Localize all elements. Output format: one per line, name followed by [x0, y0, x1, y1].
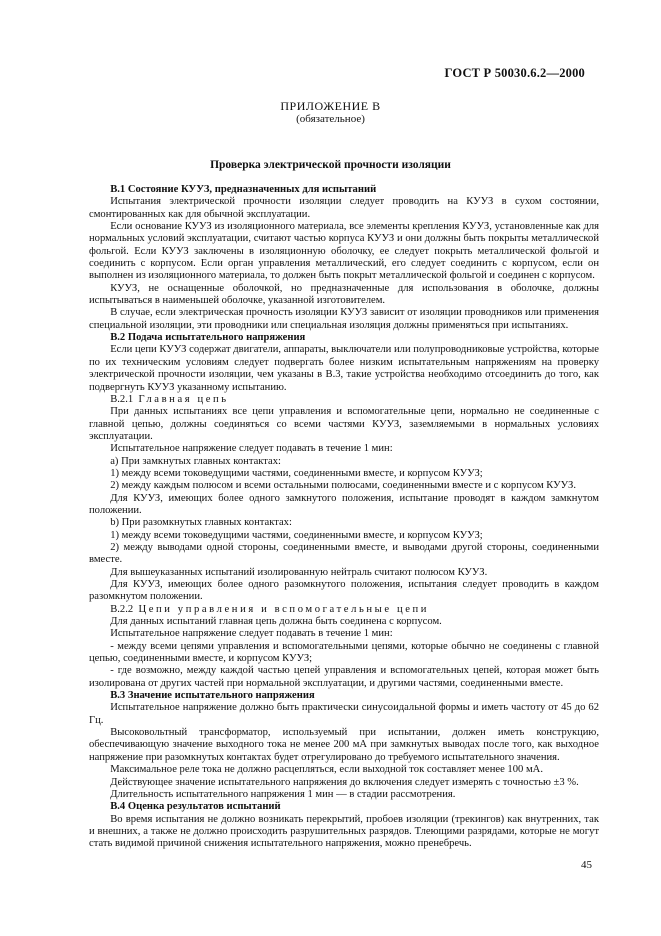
paragraph: Для данных испытаний главная цепь должна быть соединена с корпусом. [110, 616, 442, 628]
paragraph: Испытательное напряжение следует подавать в течение 1 мин: [110, 628, 393, 640]
section-heading-b1: В.1 Состояние КУУЗ, предназначенных для испытаний [110, 184, 377, 195]
paragraph: Высоковольтный трансформатор, используемый при испытании, должен иметь конструкцию, обеспечивающую значение выходного тока не менее 200 мА при замкнутых выводах после того, как выходное напряжение при разомкнутых контактах будет отрегулировано до требуемого испытательного значения. [89, 727, 599, 763]
list-item: 2) между каждым полюсом и всеми остальными полюсами, соединенными вместе и с корпусом КУУЗ. [110, 480, 576, 492]
subsection-heading-b21 [89, 394, 599, 406]
subsection-heading-b22 [89, 604, 599, 616]
paragraph: Для КУУЗ, имеющих более одного замкнутого положения, испытание проводят в каждом замкнутом положении. [89, 492, 599, 516]
list-item: 1) между всеми токоведущими частями, соединенными вместе, и корпусом КУУЗ; [110, 467, 483, 479]
list-item: - между всеми цепями управления и вспомогательными цепями, которые обычно не соединены с главной цепью, соединенными вместе, и корпусом КУУЗ; [89, 640, 599, 665]
section-heading-b3: В.3 Значение испытательного напряжения [110, 690, 315, 702]
page-number: 45 [581, 859, 592, 871]
appendix-title: ПРИЛОЖЕНИЕ В [280, 99, 381, 113]
section-heading-b4: В.4 Оценка результатов испытаний [110, 801, 281, 813]
paragraph: Если основание КУУЗ из изоляционного материала, все элементы крепления КУУЗ, установленные как для нормальных условий эксплуатации, считают частью корпуса КУУЗ и они должны быть покрыты металлической фольгой. Если КУУЗ заключены в изоляционную оболочку, ее следует покрыть металлической фольгой и соединить с корпусом. Если орган управления металлический, его следует соединить с корпусом, если он выполнен из изоляционного материала, то должен быть покрыт металлической фольгой и соединен с корпусом. [89, 221, 599, 282]
list-item: b) При разомкнутых главных контактах: [110, 517, 292, 529]
subsection-title: Цепи управления и вспомогательные цепи [138, 603, 430, 615]
paragraph: Длительность испытательного напряжения 1 мин — в стадии рассмотрения. [110, 788, 456, 800]
main-title: Проверка электрической прочности изоляции [210, 159, 451, 171]
list-item: а) При замкнутых главных контактах: [110, 455, 282, 467]
paragraph: Максимальное реле тока не должно расцепляться, если выходной ток составляет менее 100 мА. [110, 764, 543, 776]
appendix-subtitle: (обязательное) [296, 113, 365, 125]
paragraph: Испытательное напряжение должно быть практически синусоидальной формы и иметь частоту от 45 до 62 Гц. [89, 702, 599, 726]
paragraph: Для вышеуказанных испытаний изолированную нейтраль считают полюсом КУУЗ. [110, 566, 488, 578]
subsection-number: В.2.2 [110, 603, 134, 615]
document-body [89, 184, 599, 851]
paragraph: Испытательное напряжение следует подавать в течение 1 мин: [110, 443, 393, 455]
paragraph: Испытания электрической прочности изоляции следует проводить на КУУЗ в сухом состоянии, смонтированных как для обычной эксплуатации. [89, 196, 599, 220]
section-heading-b2: В.2 Подача испытательного напряжения [110, 332, 306, 344]
paragraph: Для КУУЗ, имеющих более одного разомкнутого положения, испытания следует проводить в каждом разомкнутом положении. [89, 579, 599, 603]
paragraph: При данных испытаниях все цепи управления и вспомогательные цепи, нормально не соединенные с главной цепью, должны соединяться со всеми частями КУУЗ, заземляемыми в нормальных условиях эксплуатации. [89, 406, 599, 442]
paragraph: Если цепи КУУЗ содержат двигатели, аппараты, выключатели или полупроводниковые устройства, которые по их техническим условиям следует подвергать более низким испытательным напряжениям на проверку электрической прочности изоляции, чем указаны в В.3, такие устройства необходимо отсоединить до того, как подвергнуть КУУЗ указанному испытанию. [89, 344, 599, 393]
paragraph: В случае, если электрическая прочность изоляции КУУЗ зависит от изоляции проводников или применения специальной изоляции, эти проводники или специальная изоляция должны применяться при испытаниях. [89, 307, 599, 331]
paragraph: КУУЗ, не оснащенные оболочкой, но предназначенные для использования в оболочке, должны испытываться в наименьшей оболочке, указанной изготовителем. [89, 282, 599, 307]
subsection-title: Главная цепь [138, 393, 229, 405]
list-item: 2) между выводами одной стороны, соединенными вместе, и выводами другой стороны, соединенными вместе. [89, 541, 599, 566]
list-item: 1) между всеми токоведущими частями, соединенными вместе, и корпусом КУУЗ; [110, 529, 483, 541]
list-item: - где возможно, между каждой частью цепей управления и вспомогательных цепей, которая может быть изолирована от других частей при нормальной эксплуатации, и другими частями, соединенными вместе. [89, 665, 599, 689]
paragraph: Во время испытания не должно возникать перекрытий, пробоев изоляции (трекингов) как внутренних, так и внешних, а также не должно происходить разрушительных разрядов. Тлеющими разрядами, которые не могут стать видимой причиной снижения испытательного напряжения, можно пренебречь. [89, 813, 599, 850]
document-code: ГОСТ Р 50030.6.2—2000 [444, 66, 585, 80]
subsection-number: В.2.1 [110, 393, 134, 405]
paragraph: Действующее значение испытательного напряжения до включения следует измерять с точностью ±3 %. [110, 776, 579, 788]
